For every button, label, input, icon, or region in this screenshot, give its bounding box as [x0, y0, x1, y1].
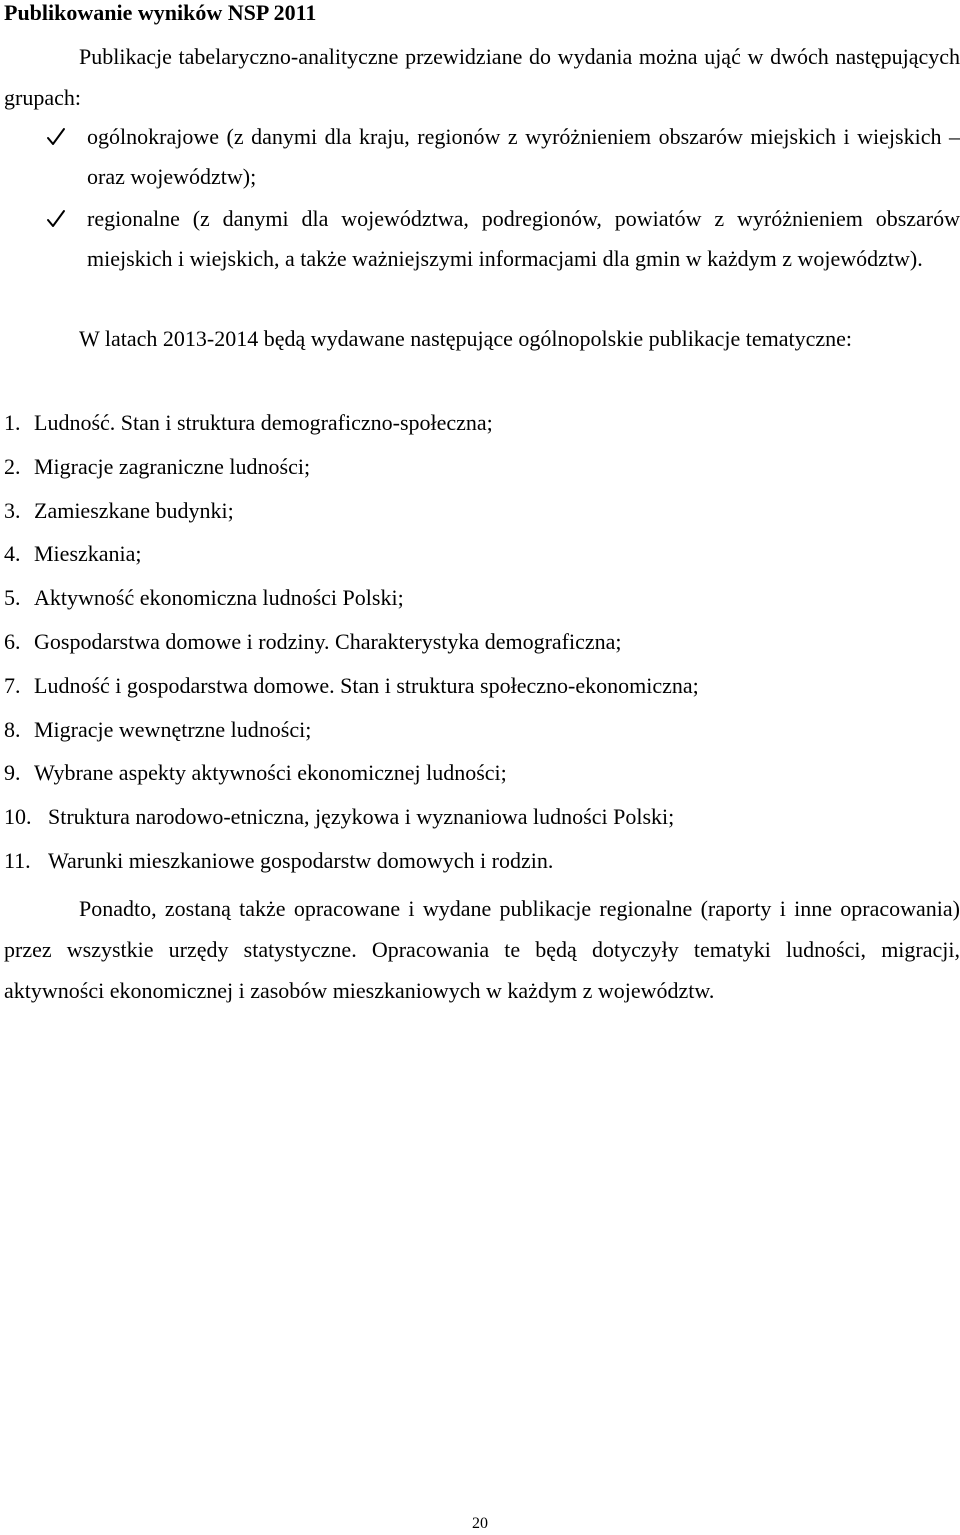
- section-heading: Publikowanie wyników NSP 2011: [4, 0, 317, 25]
- list-item-number: 5.: [4, 585, 21, 611]
- list-item: [4, 447, 699, 491]
- list-item-title: Mieszkania;: [34, 541, 142, 567]
- checkmark-icon: [44, 117, 68, 157]
- group-item-regional: [0, 199, 960, 279]
- group-item-text: ogólnokrajowe (z danymi dla kraju, regionów z wyróżnieniem obszarów miejskich i wiejskich – oraz województw);: [87, 124, 960, 189]
- list-item-number: 6.: [4, 628, 21, 654]
- intro-paragraph: Publikacje tabelaryczno-analityczne przewidziane do wydania można ująć w dwóch następujących grupach:: [4, 44, 960, 110]
- publications-list: [4, 403, 699, 885]
- list-item-title: Migracje wewnętrzne ludności;: [34, 716, 312, 742]
- group-item-text: regionalne (z danymi dla województwa, podregionów, powiatów z wyróżnieniem obszarów miejskich i wiejskich, a także ważniejszymi informacjami dla gmin w każdym z województw).: [87, 206, 960, 271]
- list-item-number: 8.: [4, 716, 21, 742]
- list-item: [4, 578, 699, 622]
- list-item-title: Gospodarstwa domowe i rodziny. Charakterystyka demograficzna;: [34, 628, 622, 654]
- list-item-number: 9.: [4, 760, 21, 786]
- list-item: [4, 841, 699, 885]
- list-item-title: Warunki mieszkaniowe gospodarstw domowych i rodzin.: [48, 847, 554, 873]
- publication-groups-list: [0, 117, 960, 279]
- list-item-number: 1.: [4, 410, 21, 435]
- list-item-title: Migracje zagraniczne ludności;: [34, 453, 311, 479]
- checkmark-icon: [44, 199, 68, 239]
- list-item-title: Struktura narodowo-etniczna, językowa i wyznaniowa ludności Polski;: [48, 804, 675, 830]
- list-item: [4, 491, 699, 535]
- list-item-number: 4.: [4, 541, 21, 567]
- list-item-title: Ludność i gospodarstwa domowe. Stan i struktura społeczno-ekonomiczna;: [34, 672, 699, 698]
- closing-paragraph: Ponadto, zostaną także opracowane i wydane publikacje regionalne (raporty i inne opracowania) przez wszystkie urzędy statystyczne. Opracowania te będą dotyczyły tematyki ludności, migracji, aktywności ekonomicznej i zasobów mieszkaniowych w każdym z województw.: [4, 896, 960, 1003]
- list-item-title: Zamieszkane budynki;: [34, 497, 234, 523]
- list-item-title: Ludność. Stan i struktura demograficzno-społeczna;: [34, 410, 493, 435]
- list-item: [4, 534, 699, 578]
- list-item-number: 2.: [4, 453, 21, 479]
- list-item-number: 11.: [4, 847, 31, 873]
- list-item: [4, 622, 699, 666]
- list-item: [4, 797, 699, 841]
- list-item-title: Aktywność ekonomiczna ludności Polski;: [34, 585, 404, 611]
- list-item: [4, 666, 699, 710]
- list-item-number: 10.: [4, 804, 32, 830]
- list-item: [4, 403, 699, 447]
- list-item: [4, 710, 699, 754]
- list-item-number: 3.: [4, 497, 21, 523]
- list-item: [4, 753, 699, 797]
- list-item-title: Wybrane aspekty aktywności ekonomicznej ludności;: [34, 760, 507, 786]
- page-number: 20: [472, 1515, 488, 1532]
- thematic-paragraph: W latach 2013-2014 będą wydawane następujące ogólnopolskie publikacje tematyczne:: [79, 326, 852, 351]
- group-item-national: [0, 117, 960, 197]
- list-item-number: 7.: [4, 672, 21, 698]
